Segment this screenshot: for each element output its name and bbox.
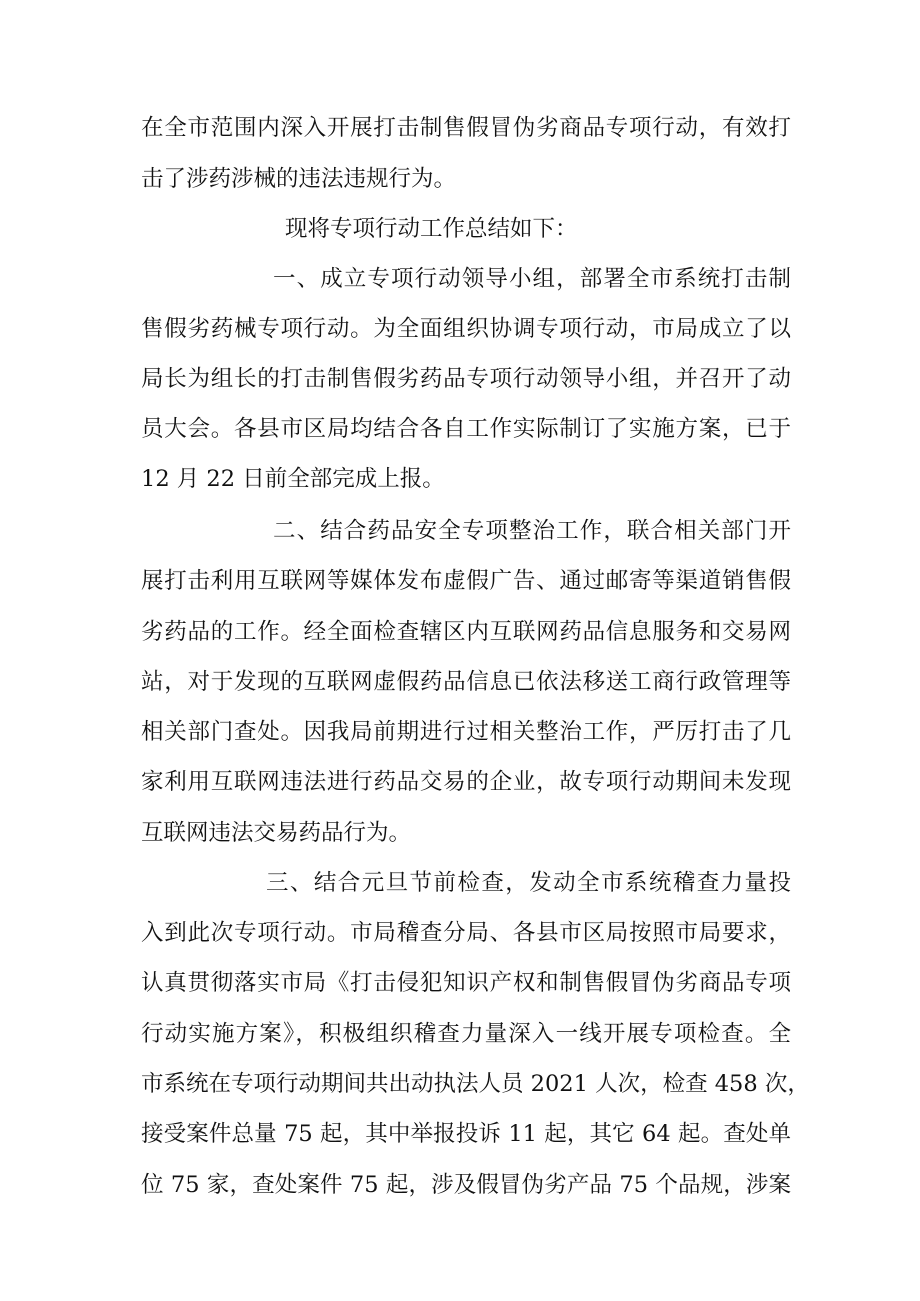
heading-three: 三、结合元旦节前检查，发动全市系统稽查力量投 (266, 870, 791, 896)
heading-two: 二、结合药品安全专项整治工作，联合相关部门开 (273, 518, 791, 544)
text-line-12: 站，对于发现的互联网虚假药品信息已依法移送工商行政管理等 (141, 669, 791, 695)
text-line-1: 在全市范围内深入开展打击制售假冒伪劣商品专项行动，有效打 (141, 115, 791, 141)
text-line-15: 互联网违法交易药品行为。 (141, 820, 412, 846)
text-line-22: 位 75 家，查处案件 75 起，涉及假冒伪劣产品 75 个品规，涉案 (141, 1172, 791, 1198)
text-line-20: 市系统在专项行动期间共出动执法人员 2021 人次，检查 458 次， (141, 1071, 810, 1097)
text-line-6: 局长为组长的打击制售假劣药品专项行动领导小组，并召开了动 (141, 366, 791, 392)
text-line-5: 售假劣药械专项行动。为全面组织协调专项行动，市局成立了以 (141, 316, 791, 342)
text-line-8: 12 月 22 日前全部完成上报。 (141, 466, 445, 492)
section-intro: 现将专项行动工作总结如下： (285, 216, 578, 242)
text-line-14: 家利用互联网违法进行药品交易的企业，故专项行动期间未发现 (141, 769, 791, 795)
text-line-18: 认真贯彻落实市局《打击侵犯知识产权和制售假冒伪劣商品专项 (141, 970, 791, 996)
text-line-2: 击了涉药涉械的违法违规行为。 (141, 166, 457, 192)
text-line-19: 行动实施方案》，积极组织稽查力量深入一线开展专项检查。全 (141, 1021, 791, 1047)
text-line-10: 展打击利用互联网等媒体发布虚假广告、通过邮寄等渠道销售假 (141, 568, 791, 594)
text-line-21: 接受案件总量 75 起，其中举报投诉 11 起，其它 64 起。查处单 (141, 1121, 791, 1147)
heading-one: 一、成立专项行动领导小组，部署全市系统打击制 (273, 266, 791, 292)
text-line-17: 入到此次专项行动。市局稽查分局、各县市区局按照市局要求， (141, 920, 791, 946)
text-line-11: 劣药品的工作。经全面检查辖区内互联网药品信息服务和交易网 (141, 619, 791, 645)
text-line-7: 员大会。各县市区局均结合各自工作实际制订了实施方案，已于 (141, 416, 791, 442)
text-line-13: 相关部门查处。因我局前期进行过相关整治工作，严厉打击了几 (141, 719, 791, 745)
